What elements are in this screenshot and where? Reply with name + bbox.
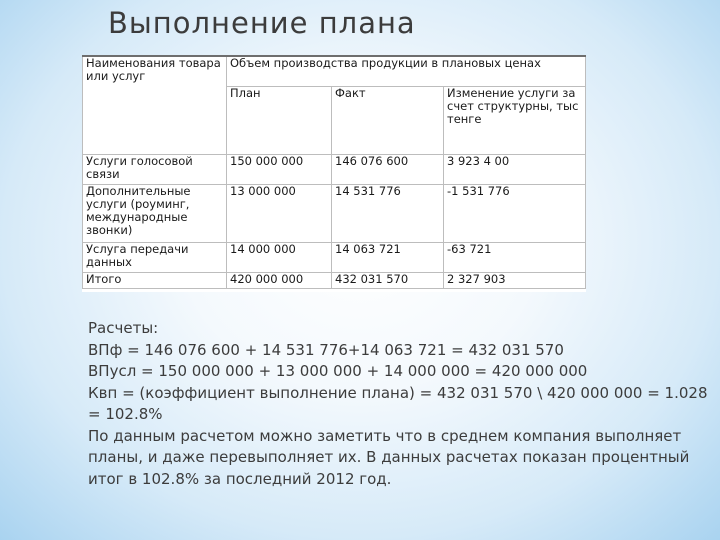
row-change: -63 721 — [444, 242, 586, 272]
row-plan: 150 000 000 — [227, 154, 332, 184]
row-name: Услуги голосовой связи — [83, 154, 227, 184]
row-plan: 14 000 000 — [227, 242, 332, 272]
header-fact: Факт — [332, 86, 444, 154]
row-fact: 14 063 721 — [332, 242, 444, 272]
row-name: Итого — [83, 272, 227, 288]
table-header-row — [83, 56, 586, 86]
calc-line-kvp: Квп = (коэффициент выполнение плана) = 432 031 570 \ 420 000 000 = 1.028 = 102.8% — [88, 383, 708, 423]
header-plan: План — [227, 86, 332, 154]
plan-table-image — [82, 55, 586, 292]
header-change: Изменение услуги за счет структурны, тыс тенге — [444, 86, 586, 154]
table-row — [83, 154, 586, 184]
row-plan: 13 000 000 — [227, 184, 332, 242]
plan-table — [82, 55, 586, 289]
header-group: Объем производства продукции в плановых ценах — [227, 56, 586, 86]
table-row-total — [83, 272, 586, 288]
row-change: -1 531 776 — [444, 184, 586, 242]
table-row — [83, 242, 586, 272]
row-fact: 14 531 776 — [332, 184, 444, 242]
row-name: Услуга передачи данных — [83, 242, 227, 272]
calculations-block — [88, 318, 714, 490]
calculations-heading: Расчеты: — [88, 319, 159, 337]
row-fact: 432 031 570 — [332, 272, 444, 288]
row-change: 2 327 903 — [444, 272, 586, 288]
row-fact: 146 076 600 — [332, 154, 444, 184]
row-change: 3 923 4 00 — [444, 154, 586, 184]
table-row — [83, 184, 586, 242]
row-plan: 420 000 000 — [227, 272, 332, 288]
slide-title: Выполнение плана — [108, 6, 416, 40]
header-name-column: Наименования товара или услуг — [83, 56, 227, 154]
row-name: Дополнительные услуги (роуминг, международные звонки) — [83, 184, 227, 242]
calc-line-vpusl: ВПусл = 150 000 000 + 13 000 000 + 14 000 000 = 420 000 000 — [88, 362, 588, 380]
calc-conclusion: По данным расчетом можно заметить что в среднем компания выполняет планы, и даже перевыполняет их. В данных расчетах показан процентный итог в 102.8% за последний 2012 год. — [88, 426, 690, 488]
calc-line-vpf: ВПф = 146 076 600 + 14 531 776+14 063 721 = 432 031 570 — [88, 340, 564, 359]
